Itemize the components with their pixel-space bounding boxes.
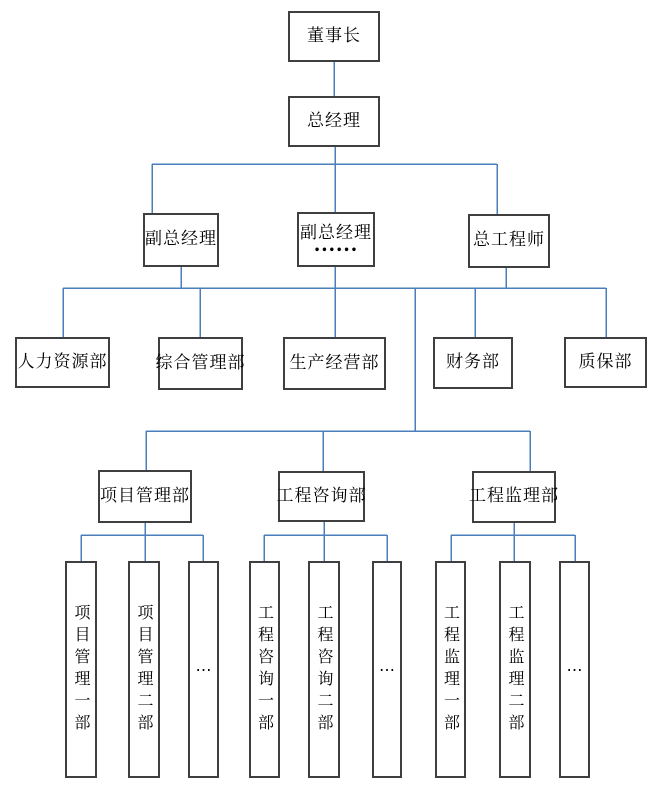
org-node-vgm2-ellipsis-dots: •••••• [313,245,359,257]
org-node-consulting [278,471,365,522]
org-node-project-mgmt-label: 项目管理部 [100,485,190,506]
org-node-sup2 [499,561,531,778]
org-node-chairman-label: 董事长 [307,25,361,46]
org-node-qa-label: 质保部 [578,351,633,372]
org-node-production-label: 生产经营部 [289,352,380,373]
org-node-consulting-label: 工程咨询部 [276,485,367,506]
org-node-chief-engineer [468,214,550,268]
org-node-supervision [469,471,559,523]
org-node-pm2 [128,561,160,778]
org-node-pm-more [188,561,219,778]
org-node-finance-label: 财务部 [446,352,500,373]
org-node-pm2-label: 项目管理二部 [135,603,154,736]
org-node-chairman [288,11,380,62]
org-node-consult2 [308,561,340,778]
org-node-general-admin [155,337,246,390]
org-node-gm-label: 总经理 [307,110,361,131]
org-node-sup1-label: 工程监理一部 [441,603,461,736]
org-node-pm-more-label: ⋯ [195,659,212,679]
org-node-vgm1 [143,213,219,267]
org-node-consult-more [372,561,402,778]
org-node-qa [564,337,647,388]
org-node-pm1-label: 项目管理一部 [72,603,91,736]
org-node-gm [288,96,380,147]
org-node-pm1 [65,561,97,778]
org-node-project-mgmt [98,470,192,523]
org-node-sup2-label: 工程监理二部 [506,603,525,736]
org-node-sup1 [435,561,466,778]
org-node-hr [15,337,110,388]
org-node-chief-engineer-label: 总工程师 [473,230,545,251]
org-node-general-admin-label: 综合管理部 [155,352,246,373]
org-node-consult1-label: 工程咨询一部 [255,603,275,736]
org-node-finance [433,337,513,389]
org-node-hr-label: 人力资源部 [17,351,108,372]
org-node-vgm2-label: 副总经理 [300,222,372,243]
org-node-consult2-label: 工程咨询二部 [315,603,334,736]
org-node-consult1 [249,561,280,778]
org-node-supervision-label: 工程监理部 [469,486,559,507]
org-node-vgm2 [297,212,375,267]
org-node-sup-more [559,561,590,778]
org-node-sup-more-label: ⋯ [566,659,583,679]
org-node-consult-more-label: ⋯ [379,659,395,679]
org-node-vgm1-label: 副总经理 [145,229,217,250]
org-node-production [283,337,386,390]
